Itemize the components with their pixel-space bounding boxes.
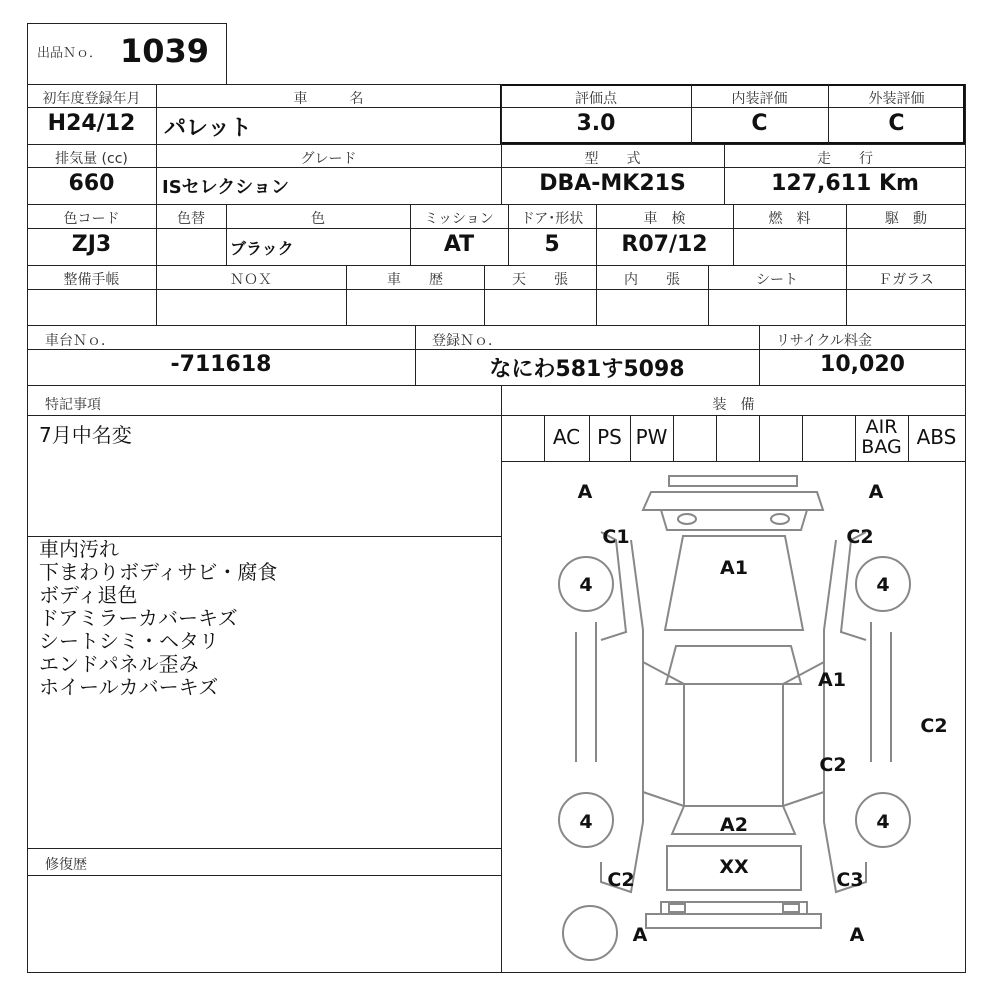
grade-value: ISセレクション: [162, 177, 289, 198]
note-line: ドアミラーカバーキズ: [39, 606, 238, 630]
equip-pw: PW: [635, 425, 668, 449]
mileage-label: 走 行: [817, 151, 873, 167]
recycle-label: リサイクル料金: [776, 333, 873, 349]
color-value: ブラック: [230, 239, 294, 258]
note-line: 車内汚れ: [39, 537, 119, 561]
fuel-label: 燃 料: [768, 211, 811, 227]
mark-c3: C3: [836, 869, 864, 891]
model-value: DBA-MK21S: [539, 171, 686, 196]
equip-ac: AC: [552, 425, 581, 449]
door-value: 5: [544, 232, 560, 257]
mark-a1-hood: A1: [720, 557, 748, 579]
mark-c1: C1: [602, 526, 630, 548]
exterior-label: 外装評価: [868, 91, 925, 107]
exterior-value: C: [888, 111, 905, 136]
mark-xx: XX: [719, 856, 749, 878]
year-value: H24/12: [47, 111, 136, 136]
note-line: 下まわりボディサビ・腐食: [39, 560, 278, 584]
color-code-value: ZJ3: [71, 232, 112, 257]
lining-label: 内 張: [624, 272, 680, 288]
mark-a2-rear: A2: [720, 814, 748, 836]
equip-airbag: AIR BAG: [861, 416, 902, 458]
color-code-label: 色コード: [63, 211, 120, 227]
score-value: 3.0: [576, 111, 616, 136]
repair-label: 修復歴: [45, 857, 87, 873]
mission-label: ミッション: [424, 211, 494, 227]
reg-label: 登録Ｎｏ．: [432, 333, 502, 349]
tire-front-right: 4: [876, 574, 890, 596]
inspection-label: 車 検: [643, 211, 686, 227]
interior-value: C: [751, 111, 768, 136]
mark-a-rear-left: A: [632, 924, 648, 946]
recycle-value: 10,020: [820, 352, 905, 377]
color-label: 色: [311, 211, 325, 227]
mark-a1-right: A1: [818, 669, 846, 691]
lot-number: 1039: [120, 32, 210, 70]
notes-label: 特記事項: [45, 397, 101, 413]
inspection-value: R07/12: [621, 232, 708, 257]
reg-value: なにわ581す5098: [489, 357, 685, 382]
name-label: 車 名: [293, 91, 364, 107]
tire-rear-left: 4: [579, 811, 593, 833]
glass-label: Ｆガラス: [878, 272, 934, 288]
note-line: ホイールカバーキズ: [39, 675, 219, 699]
chassis-value: -711618: [170, 352, 272, 377]
lot-label: 出品Ｎｏ．: [37, 46, 103, 61]
equip-abs: ABS: [916, 425, 957, 449]
tire-front-left: 4: [579, 574, 593, 596]
chassis-label: 車台Ｎｏ．: [45, 333, 115, 349]
note-line: シートシミ・ヘタリ: [39, 629, 219, 653]
mark-c2-front-right: C2: [846, 526, 874, 548]
grade-label: グレード: [300, 151, 357, 167]
mark-c2-far-right: C2: [920, 715, 948, 737]
nox-label: ＮＯＸ: [230, 272, 272, 288]
door-label: ドア･形状: [520, 211, 584, 227]
model-label: 型 式: [584, 151, 641, 167]
mark-a-front-right: A: [868, 481, 884, 503]
notes-top: 7月中名変: [39, 423, 132, 447]
tire-rear-right: 4: [876, 811, 890, 833]
car-diagram: [501, 462, 966, 972]
mileage-value: 127,611 Km: [771, 171, 919, 196]
mark-c2-right: C2: [819, 754, 847, 776]
repaint-label: 色替: [177, 211, 205, 227]
drive-label: 駆 動: [885, 211, 927, 227]
score-label: 評価点: [575, 91, 617, 107]
sunroof-label: 天 張: [512, 272, 568, 288]
note-line: エンドパネル歪み: [39, 652, 199, 676]
maintenance-label: 整備手帳: [63, 272, 120, 288]
note-line: ボディ退色: [39, 583, 138, 607]
seat-label: シート: [756, 272, 798, 288]
name-value: パレット: [164, 116, 252, 141]
history-label: 車 歴: [387, 272, 443, 288]
notes-list: [39, 538, 277, 699]
mark-c2-rear-left: C2: [607, 869, 635, 891]
equipment-label: 装 備: [712, 397, 755, 413]
displacement-value: 660: [68, 171, 115, 196]
mark-a-front-left: A: [577, 481, 593, 503]
year-label: 初年度登録年月: [42, 91, 141, 107]
equip-ps: PS: [597, 425, 622, 449]
mark-a-rear-right: A: [849, 924, 865, 946]
displacement-label: 排気量 (cc): [55, 151, 128, 167]
mission-value: AT: [443, 232, 475, 257]
interior-label: 内装評価: [731, 91, 788, 107]
